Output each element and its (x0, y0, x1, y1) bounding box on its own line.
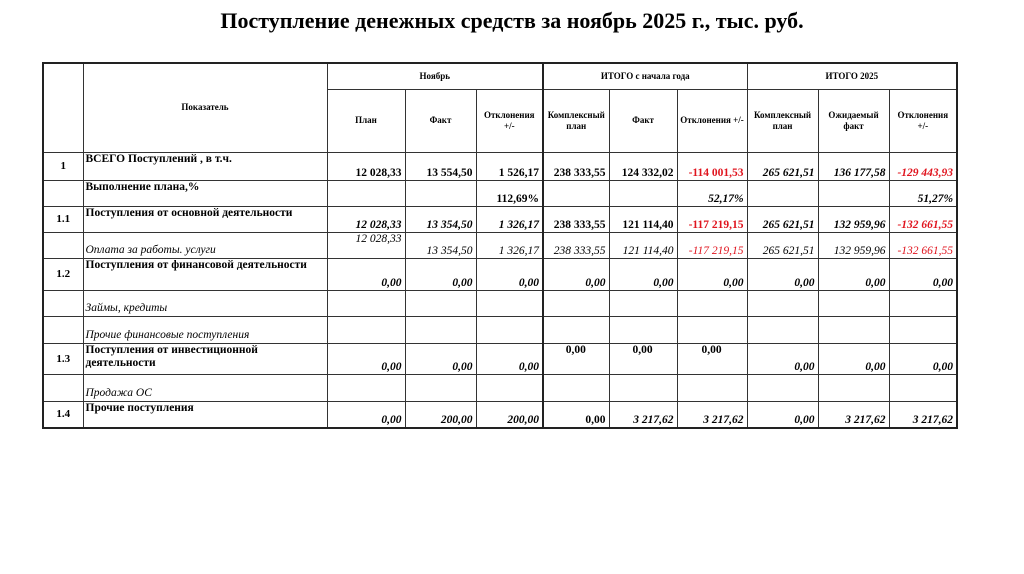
row-label: Выполнение плана,% (83, 180, 327, 206)
value-cell: 0,00 (677, 258, 747, 290)
value-cell (405, 180, 476, 206)
value-cell: -117 219,15 (677, 232, 747, 258)
value-cell: 0,00 (327, 401, 405, 428)
table-row (43, 290, 957, 316)
value-cell (543, 180, 609, 206)
group-header-november: Ноябрь (327, 63, 543, 89)
group-header-ytd: ИТОГО с начала года (543, 63, 747, 89)
table-row (43, 343, 957, 374)
column-header: Отклонения +/- (677, 89, 747, 152)
value-cell: 3 217,62 (609, 401, 677, 428)
value-cell (327, 290, 405, 316)
value-cell: 0,00 (405, 258, 476, 290)
row-index (43, 316, 83, 343)
column-header: Факт (609, 89, 677, 152)
value-cell: 0,00 (889, 343, 957, 374)
row-label: Займы, кредиты (83, 290, 327, 316)
column-header: Факт (405, 89, 476, 152)
value-cell (889, 290, 957, 316)
value-cell (327, 180, 405, 206)
value-cell (677, 290, 747, 316)
value-cell (405, 374, 476, 401)
value-cell: 52,17% (677, 180, 747, 206)
value-cell (327, 374, 405, 401)
value-cell: 1 326,17 (476, 206, 543, 232)
value-cell: 132 959,96 (818, 232, 889, 258)
value-cell: 238 333,55 (543, 152, 609, 180)
value-cell (818, 290, 889, 316)
value-cell: 265 621,51 (747, 152, 818, 180)
index-header (43, 63, 83, 152)
row-index (43, 180, 83, 206)
row-index: 1 (43, 152, 83, 180)
column-header: План (327, 89, 405, 152)
value-cell: 12 028,33 (327, 152, 405, 180)
row-index (43, 232, 83, 258)
value-cell (747, 316, 818, 343)
value-cell: 12 028,33 (327, 206, 405, 232)
row-label: Поступления от инвестиционной деятельности (83, 343, 327, 374)
cash-receipts-table (42, 62, 958, 429)
column-header: Отклонения +/- (889, 89, 957, 152)
value-cell (609, 374, 677, 401)
value-cell: 0,00 (747, 343, 818, 374)
value-cell (476, 374, 543, 401)
table-row (43, 401, 957, 428)
value-cell: 0,00 (818, 343, 889, 374)
value-cell: 265 621,51 (747, 206, 818, 232)
value-cell: 112,69% (476, 180, 543, 206)
value-cell: 0,00 (609, 258, 677, 290)
value-cell (609, 290, 677, 316)
row-index (43, 290, 83, 316)
value-cell: 13 354,50 (405, 232, 476, 258)
value-cell: 13 554,50 (405, 152, 476, 180)
value-cell: -129 443,93 (889, 152, 957, 180)
value-cell: 0,00 (609, 343, 677, 374)
value-cell (747, 374, 818, 401)
value-cell: 0,00 (677, 343, 747, 374)
row-label: Прочие финансовые поступления (83, 316, 327, 343)
value-cell (818, 180, 889, 206)
row-label: Продажа ОС (83, 374, 327, 401)
value-cell: 3 217,62 (818, 401, 889, 428)
value-cell: 0,00 (476, 258, 543, 290)
value-cell (543, 374, 609, 401)
value-cell: 136 177,58 (818, 152, 889, 180)
value-cell: -114 001,53 (677, 152, 747, 180)
value-cell (889, 374, 957, 401)
row-index: 1.3 (43, 343, 83, 374)
value-cell (476, 316, 543, 343)
table-row (43, 232, 957, 258)
value-cell: 3 217,62 (677, 401, 747, 428)
value-cell: 0,00 (747, 401, 818, 428)
value-cell: -132 661,55 (889, 206, 957, 232)
value-cell: 1 526,17 (476, 152, 543, 180)
value-cell: 0,00 (543, 343, 609, 374)
value-cell: 0,00 (543, 401, 609, 428)
table-row (43, 258, 957, 290)
value-cell: 0,00 (476, 343, 543, 374)
table-row (43, 152, 957, 180)
value-cell: 0,00 (747, 258, 818, 290)
value-cell (405, 316, 476, 343)
value-cell: 0,00 (818, 258, 889, 290)
value-cell: 124 332,02 (609, 152, 677, 180)
table-row (43, 374, 957, 401)
group-header-2025: ИТОГО 2025 (747, 63, 957, 89)
value-cell: 238 333,55 (543, 232, 609, 258)
value-cell (543, 290, 609, 316)
row-label: Оплата за работы. услуги (83, 232, 327, 258)
value-cell (543, 316, 609, 343)
page-title: Поступление денежных средств за ноябрь 2025 г., тыс. руб. (220, 8, 804, 33)
value-cell (677, 374, 747, 401)
value-cell: 1 326,17 (476, 232, 543, 258)
value-cell (327, 316, 405, 343)
value-cell (889, 316, 957, 343)
row-label: ВСЕГО Поступлений , в т.ч. (83, 152, 327, 180)
table-row (43, 316, 957, 343)
row-label: Прочие поступления (83, 401, 327, 428)
value-cell: 200,00 (405, 401, 476, 428)
indicator-header: Показатель (83, 63, 327, 152)
column-header: Комплексный план (543, 89, 609, 152)
value-cell: 0,00 (543, 258, 609, 290)
value-cell: 132 959,96 (818, 206, 889, 232)
value-cell (609, 316, 677, 343)
value-cell (818, 374, 889, 401)
row-label: Поступления от основной деятельности (83, 206, 327, 232)
row-index: 1.2 (43, 258, 83, 290)
value-cell: 0,00 (889, 258, 957, 290)
column-header: Ожидаемый факт (818, 89, 889, 152)
value-cell: 0,00 (327, 343, 405, 374)
column-header: Комплексный план (747, 89, 818, 152)
row-index (43, 374, 83, 401)
value-cell: -132 661,55 (889, 232, 957, 258)
value-cell (677, 316, 747, 343)
column-header: Отклонения +/- (476, 89, 543, 152)
value-cell: 200,00 (476, 401, 543, 428)
table-row (43, 206, 957, 232)
value-cell: 238 333,55 (543, 206, 609, 232)
value-cell (747, 290, 818, 316)
value-cell: 121 114,40 (609, 232, 677, 258)
value-cell: 12 028,33 (327, 232, 405, 258)
value-cell: -117 219,15 (677, 206, 747, 232)
value-cell (476, 290, 543, 316)
value-cell: 51,27% (889, 180, 957, 206)
table-row (43, 180, 957, 206)
value-cell: 0,00 (327, 258, 405, 290)
value-cell: 13 354,50 (405, 206, 476, 232)
value-cell (818, 316, 889, 343)
value-cell: 265 621,51 (747, 232, 818, 258)
row-label: Поступления от финансовой деятельности (83, 258, 327, 290)
value-cell: 3 217,62 (889, 401, 957, 428)
value-cell (405, 290, 476, 316)
row-index: 1.4 (43, 401, 83, 428)
value-cell: 121 114,40 (609, 206, 677, 232)
value-cell (747, 180, 818, 206)
value-cell: 0,00 (405, 343, 476, 374)
value-cell (609, 180, 677, 206)
row-index: 1.1 (43, 206, 83, 232)
